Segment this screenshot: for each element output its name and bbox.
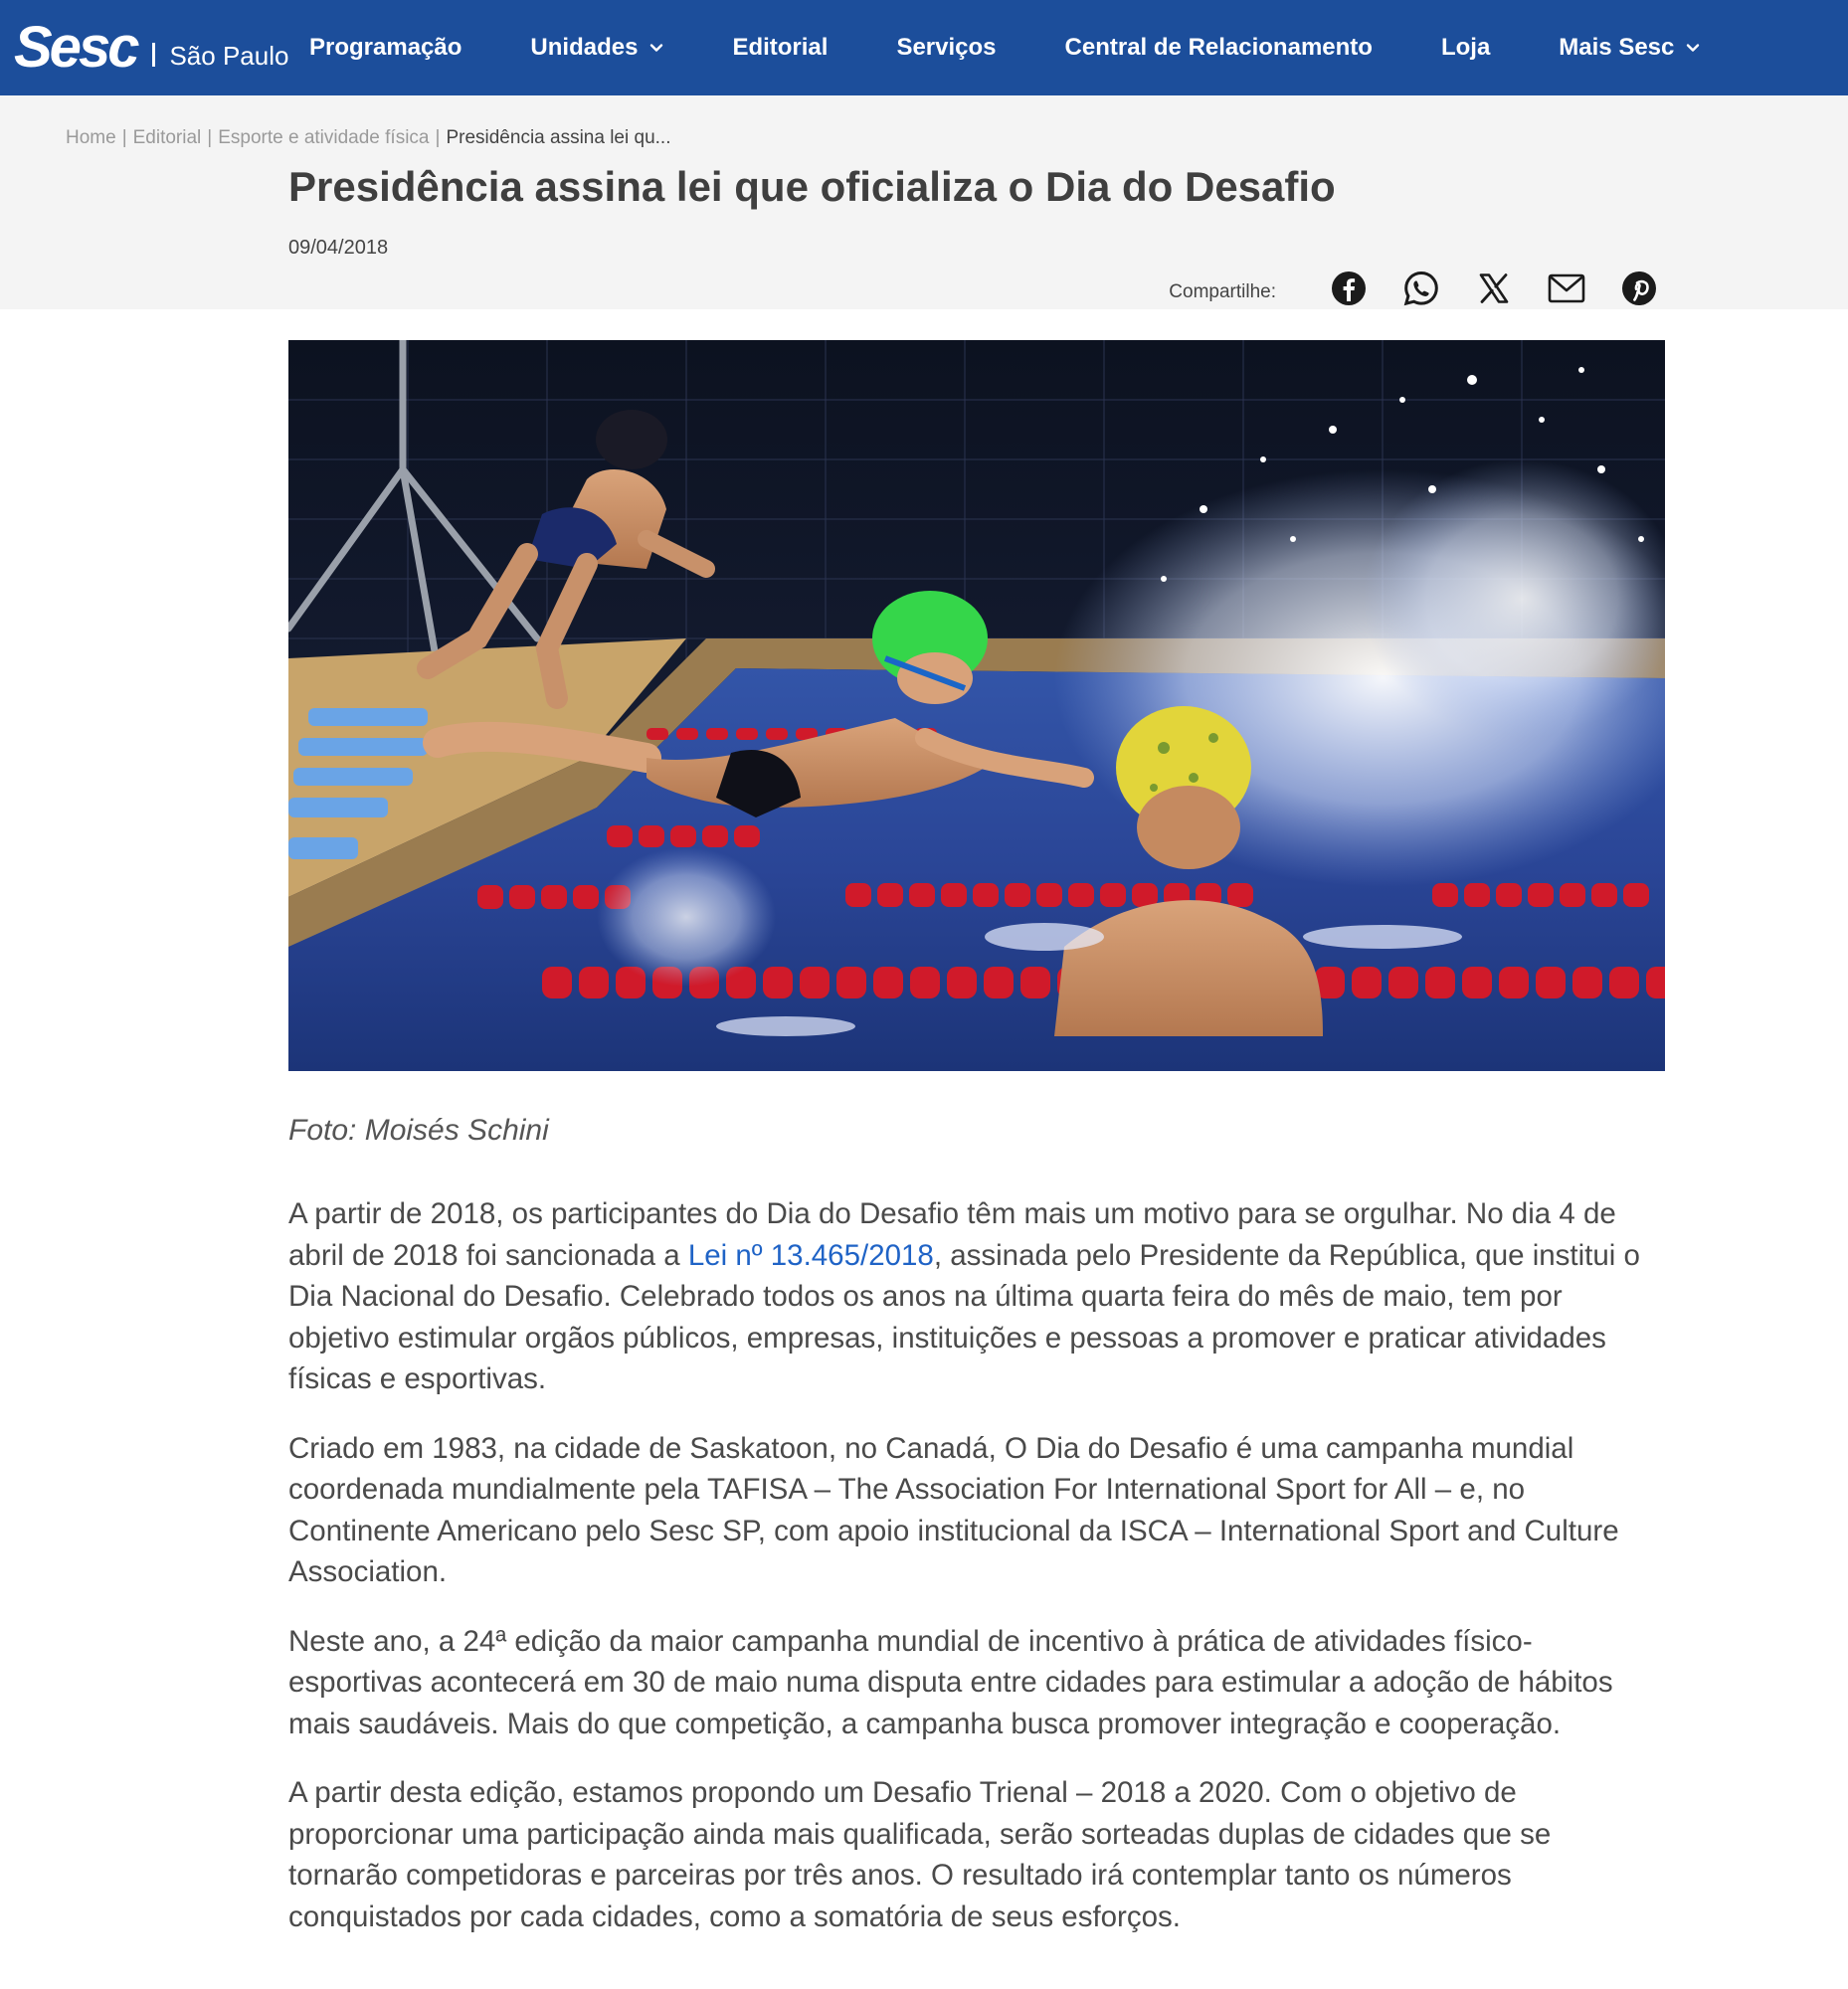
main-menu — [309, 0, 1700, 95]
nav-programacao[interactable] — [309, 34, 462, 62]
nav-label: Programação — [309, 34, 462, 61]
nav-servicos[interactable] — [896, 34, 996, 62]
nav-unidades[interactable] — [530, 34, 663, 62]
x-icon[interactable] — [1474, 269, 1514, 308]
breadcrumb-esporte[interactable]: Esporte e atividade física — [218, 127, 430, 148]
paragraph-text: , assinada pelo Presidente da República, que institui o Dia Nacional do Desafio. Celebrado todos os anos na última quarta feira do mês de maio, tem por objetivo estimular orgãos públicos, empresas, instituições e pessoas a promover e praticar atividades físicas e esportivas. — [288, 1238, 1640, 1395]
facebook-icon[interactable] — [1329, 269, 1369, 308]
paragraph-text: A partir de 2018, os participantes do Dia do Desafio têm mais um motivo para se orgulhar. No dia 4 de abril de 2018 foi sancionada a — [288, 1197, 1616, 1272]
article-paragraph: Neste ano, a 24ª edição da maior campanha mundial de incentivo à prática de atividades físico-esportivas acontecerá em 30 de maio numa disputa entre cidades para estimular a adoção de hábitos mais saudáveis. Mais do que competição, a campanha busca promover integração e cooperação. — [288, 1624, 1613, 1740]
chevron-down-icon — [1686, 41, 1700, 55]
photo-caption: Foto: Moisés Schini — [288, 1114, 549, 1147]
article-body — [288, 1193, 1666, 1965]
law-link[interactable]: Lei nº 13.465/2018 — [687, 1238, 934, 1272]
article-paragraph — [288, 1193, 1666, 1400]
share-label: Compartilhe: — [1169, 281, 1276, 302]
article-photo — [288, 340, 1665, 1071]
logo-wordmark: Sesc — [14, 15, 137, 80]
breadcrumb-separator: | — [121, 127, 127, 148]
nav-label: Loja — [1440, 34, 1491, 61]
whatsapp-icon[interactable] — [1401, 269, 1441, 308]
breadcrumb — [66, 127, 670, 149]
nav-loja[interactable] — [1441, 34, 1490, 62]
nav-editorial[interactable] — [732, 34, 828, 62]
nav-label: Serviços — [896, 34, 997, 61]
share-bar — [1169, 265, 1659, 312]
logo-city: São Paulo — [169, 40, 289, 71]
article-paragraph: A partir desta edição, estamos propondo um Desafio Trienal – 2018 a 2020. Com o objetivo de proporcionar uma participação ainda mais qualificada, serão sorteadas duplas de cidades que se tornarão competidoras e parceiras por três anos. O resultado irá contemplar tanto os números conquistados por cada cidades, como a somatória de seus esforços. — [288, 1776, 1552, 1933]
nav-label: Central de Relacionamento — [1064, 34, 1373, 61]
nav-label: Editorial — [732, 34, 829, 61]
email-icon[interactable] — [1547, 269, 1586, 308]
nav-label: Mais Sesc — [1559, 34, 1675, 61]
nav-central-de-relacionamento[interactable] — [1065, 34, 1373, 62]
breadcrumb-separator: | — [207, 127, 213, 148]
breadcrumb-editorial[interactable]: Editorial — [132, 127, 202, 148]
page-title: Presidência assina lei que oficializa o Dia do Desafio — [288, 163, 1336, 210]
publish-date: 09/04/2018 — [288, 237, 389, 259]
nav-label: Unidades — [530, 34, 639, 61]
swimming-pool-photo — [288, 340, 1665, 1071]
chevron-down-icon — [649, 41, 663, 55]
nav-mais-sesc[interactable] — [1559, 34, 1700, 62]
top-navigation — [0, 0, 1848, 95]
breadcrumb-separator: | — [435, 127, 441, 148]
pinterest-icon[interactable] — [1619, 269, 1659, 308]
breadcrumb-current: Presidência assina lei qu... — [446, 127, 671, 148]
logo-divider — [152, 43, 155, 67]
sesc-sao-paulo-logo[interactable] — [14, 8, 288, 88]
article-paragraph: Criado em 1983, na cidade de Saskatoon, no Canadá, O Dia do Desafio é uma campanha mundial coordenada mundialmente pela TAFISA – The Association For International Sport for All – e, no Continente Americano pelo Sesc SP, com apoio institucional da ISCA – International Sport and Culture Association. — [288, 1431, 1619, 1588]
breadcrumb-home[interactable]: Home — [66, 127, 116, 148]
